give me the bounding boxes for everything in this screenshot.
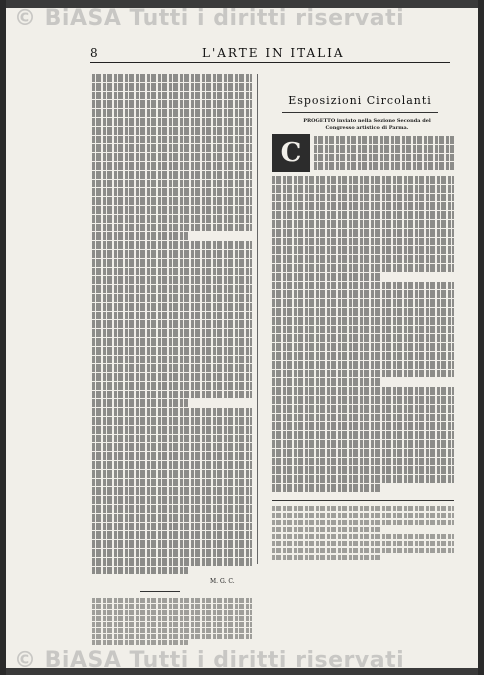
text-line xyxy=(272,387,454,395)
text-line xyxy=(272,326,454,334)
text-line xyxy=(92,180,252,188)
text-line xyxy=(272,202,454,210)
text-line xyxy=(272,555,381,560)
text-line xyxy=(92,514,252,522)
text-line xyxy=(272,361,454,369)
text-line xyxy=(92,197,252,205)
text-line xyxy=(92,356,252,364)
text-line xyxy=(272,308,454,316)
text-line xyxy=(92,598,252,603)
text-line xyxy=(272,414,454,422)
text-line xyxy=(314,145,454,153)
text-line xyxy=(92,162,252,170)
text-line xyxy=(92,610,252,615)
text-line xyxy=(272,520,454,525)
text-line xyxy=(92,215,252,223)
text-line xyxy=(92,303,252,311)
text-line xyxy=(92,604,252,609)
text-line xyxy=(92,74,252,82)
text-line xyxy=(272,449,454,457)
watermark-top: © BiASA Tutti i diritti riservati xyxy=(14,6,405,31)
text-line xyxy=(92,479,252,487)
text-line xyxy=(92,100,252,108)
text-line xyxy=(92,250,252,258)
text-line xyxy=(92,153,252,161)
text-line xyxy=(272,238,454,246)
left-text-column xyxy=(92,74,252,582)
text-line xyxy=(272,211,454,219)
text-line xyxy=(272,334,454,342)
text-line xyxy=(92,144,252,152)
text-line xyxy=(92,426,252,434)
text-line xyxy=(92,92,252,100)
text-line xyxy=(92,408,252,416)
text-line xyxy=(272,534,454,539)
text-line xyxy=(92,224,252,232)
text-line xyxy=(272,176,454,184)
text-line xyxy=(92,347,252,355)
text-line xyxy=(272,466,454,474)
text-line xyxy=(92,531,252,539)
text-line xyxy=(92,628,252,633)
text-line xyxy=(92,435,252,443)
text-line xyxy=(272,541,454,546)
text-line xyxy=(272,484,381,492)
watermark-bottom: © BiASA Tutti i diritti riservati xyxy=(14,648,405,673)
text-line xyxy=(92,558,252,566)
text-line xyxy=(272,220,454,228)
text-line xyxy=(92,320,252,328)
scan-edge-right xyxy=(478,0,484,675)
text-line xyxy=(314,162,454,170)
text-line xyxy=(92,549,252,557)
text-line xyxy=(272,405,454,413)
text-line xyxy=(92,382,252,390)
text-line xyxy=(92,127,252,135)
text-line xyxy=(272,317,454,325)
text-line xyxy=(272,273,381,281)
text-line xyxy=(272,282,454,290)
text-line xyxy=(92,487,252,495)
footnote-divider-right xyxy=(272,500,454,501)
text-line xyxy=(272,527,381,532)
text-line xyxy=(92,622,252,627)
footnote-divider-left xyxy=(140,591,180,592)
text-line xyxy=(92,241,252,249)
author-signature: M. G. C. xyxy=(210,578,235,585)
text-line xyxy=(92,329,252,337)
text-line xyxy=(314,154,454,162)
text-line xyxy=(272,370,454,378)
right-body-text xyxy=(272,176,454,492)
text-line xyxy=(92,232,188,240)
text-line xyxy=(272,352,454,360)
text-line xyxy=(272,185,454,193)
text-line xyxy=(272,548,454,553)
text-line xyxy=(92,567,188,575)
text-line xyxy=(92,616,252,621)
text-line xyxy=(92,259,252,267)
text-line xyxy=(92,188,252,196)
text-line xyxy=(272,264,454,272)
text-line xyxy=(92,634,252,639)
section-title: Esposizioni Circolanti xyxy=(288,94,432,107)
text-line xyxy=(272,513,454,518)
text-line xyxy=(92,136,252,144)
text-line xyxy=(272,440,454,448)
text-line xyxy=(272,299,454,307)
right-body-text-top xyxy=(314,136,454,172)
text-line xyxy=(92,496,252,504)
column-divider xyxy=(257,74,258,564)
running-head xyxy=(90,44,450,63)
text-line xyxy=(92,399,188,407)
text-line xyxy=(92,206,252,214)
text-line xyxy=(272,229,454,237)
text-line xyxy=(272,255,454,263)
text-line xyxy=(92,276,252,284)
text-line xyxy=(92,640,188,645)
text-line xyxy=(314,136,454,144)
text-line xyxy=(272,290,454,298)
text-line xyxy=(92,373,252,381)
text-line xyxy=(92,391,252,399)
drop-cap: C xyxy=(272,134,310,172)
page-number: 8 xyxy=(90,46,98,60)
text-line xyxy=(92,417,252,425)
footnote-right xyxy=(272,506,454,562)
text-line xyxy=(92,540,252,548)
text-line xyxy=(272,506,454,511)
text-line xyxy=(92,109,252,117)
text-line xyxy=(272,475,454,483)
text-line xyxy=(272,422,454,430)
text-line xyxy=(92,285,252,293)
text-line xyxy=(92,312,252,320)
text-line xyxy=(92,452,252,460)
text-line xyxy=(92,443,252,451)
text-line xyxy=(92,338,252,346)
text-line xyxy=(272,458,454,466)
text-line xyxy=(92,505,252,513)
text-line xyxy=(272,431,454,439)
text-line xyxy=(92,83,252,91)
footnote-left xyxy=(92,598,252,646)
text-line xyxy=(92,470,252,478)
text-line xyxy=(92,171,252,179)
text-line xyxy=(272,396,454,404)
text-line xyxy=(272,343,454,351)
text-line xyxy=(92,294,252,302)
text-line xyxy=(92,268,252,276)
section-subtitle: PROGETTO inviato nella Sezione Seconda del Congresso artistico di Parma. xyxy=(303,118,431,131)
text-line xyxy=(92,118,252,126)
section-title-rule xyxy=(282,112,438,113)
text-line xyxy=(272,246,454,254)
text-line xyxy=(92,461,252,469)
left-body-text xyxy=(92,74,252,574)
text-line xyxy=(272,194,454,202)
text-line xyxy=(272,378,381,386)
text-line xyxy=(92,364,252,372)
journal-title: L'ARTE IN ITALIA xyxy=(202,46,345,60)
text-line xyxy=(92,523,252,531)
